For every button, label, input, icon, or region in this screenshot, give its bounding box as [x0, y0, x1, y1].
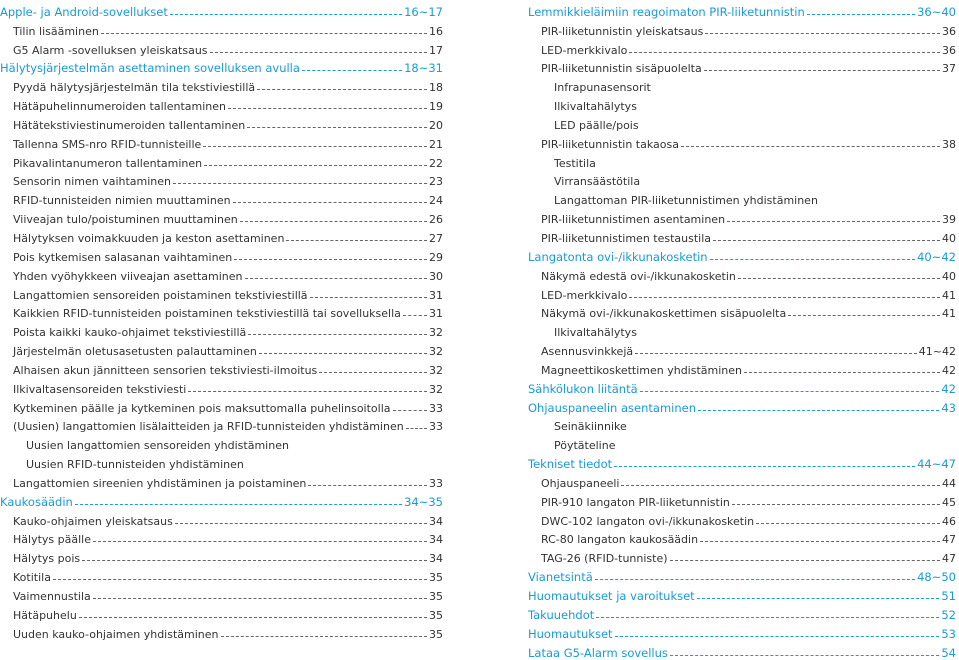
toc-entry[interactable]: [0, 94, 443, 113]
toc-page-number: 45: [942, 495, 956, 509]
toc-leader-dots: [732, 504, 940, 505]
toc-entry-title: Langattomien sensoreiden poistaminen tekstiviestillä: [13, 288, 308, 302]
toc-page-number: 16: [429, 24, 443, 38]
toc-entry[interactable]: [528, 490, 956, 509]
toc-leader-dots: [101, 33, 427, 34]
toc-entry[interactable]: [528, 528, 956, 547]
toc-leader-dots: [629, 52, 940, 53]
toc-entry-title: PIR-liiketunnistin yleiskatsaus: [541, 24, 704, 38]
toc-entry[interactable]: [0, 396, 443, 415]
toc-leader-dots: [629, 297, 940, 298]
toc-leader-dots: [621, 485, 940, 486]
toc-entry-title: PIR-liiketunnistin sisäpuolelta: [541, 62, 702, 76]
toc-page-number: 37: [942, 62, 956, 76]
toc-leader-dots: [319, 372, 427, 373]
toc-leader-dots: [308, 485, 427, 486]
toc-entry-title: Uusien RFID-tunnisteiden yhdistäminen: [26, 458, 244, 472]
toc-page-number: 36: [942, 43, 956, 57]
toc-entry-title: Näkymä edestä ovi-/ikkunakosketin: [541, 269, 736, 283]
toc-entry[interactable]: [0, 38, 443, 57]
toc-page-number: 16~17: [404, 4, 443, 19]
toc-leader-dots: [406, 428, 427, 429]
toc-left-column: [0, 0, 443, 641]
toc-page-number: 34: [429, 533, 443, 547]
toc-leader-dots: [681, 146, 940, 147]
toc-page-number: 41: [942, 307, 956, 321]
toc-entry-title: PIR-liiketunnistimen asentaminen: [541, 213, 726, 227]
toc-entry[interactable]: [0, 283, 443, 302]
toc-entry[interactable]: [528, 207, 956, 226]
toc-entry-title: Sensorin nimen vaihtaminen: [13, 175, 172, 189]
toc-entry[interactable]: [528, 57, 956, 76]
toc-section-heading[interactable]: [528, 245, 956, 264]
toc-page-number: 52: [941, 607, 956, 622]
toc-leader-dots: [204, 165, 427, 166]
toc-page-number: 20: [429, 118, 443, 132]
toc-leader-dots: [615, 636, 940, 637]
toc-entry-title: Asennusvinkkejä: [541, 345, 634, 359]
toc-page-number: 22: [429, 156, 443, 170]
toc-entry-title: PIR-910 langaton PIR-liiketunnistin: [541, 495, 730, 509]
toc-leader-dots: [705, 33, 940, 34]
toc-section-heading[interactable]: [0, 57, 443, 76]
toc-leader-dots: [240, 221, 427, 222]
toc-entry-title: Langattomien sireenien yhdistäminen ja poistaminen: [13, 476, 307, 490]
toc-page-number: 35: [429, 590, 443, 603]
toc-page-number: 44: [942, 476, 956, 490]
toc-leader-dots: [302, 70, 402, 71]
toc-page-number: 35: [429, 627, 443, 641]
toc-page-number: 33: [429, 476, 443, 490]
toc-entry[interactable]: [528, 151, 956, 170]
toc-entry[interactable]: [528, 302, 956, 321]
toc-leader-dots: [75, 504, 402, 505]
toc-entry-title: Magneettikoskettimen yhdistäminen: [541, 363, 743, 377]
toc-page-number: 42: [942, 363, 956, 377]
toc-page-number: 51: [941, 589, 956, 603]
toc-page-number: 36: [942, 24, 956, 38]
toc-entry[interactable]: [0, 528, 443, 547]
toc-entry[interactable]: [528, 546, 956, 565]
toc-leader-dots: [228, 108, 427, 109]
toc-section-heading[interactable]: [528, 377, 956, 396]
toc-entry[interactable]: [0, 546, 443, 565]
toc-entry-title: Pöytäteline: [554, 439, 616, 453]
toc-page-number: 32: [429, 326, 443, 340]
toc-entry[interactable]: [0, 339, 443, 358]
toc-leader-dots: [173, 183, 427, 184]
toc-entry-title: Hätäpuhelinnumeroiden tallentaminen: [13, 100, 226, 114]
toc-entry[interactable]: [0, 471, 443, 490]
toc-entry-title: G5 Alarm -sovelluksen yleiskatsaus: [13, 43, 208, 57]
toc-entry[interactable]: [0, 245, 443, 264]
toc-leader-dots: [788, 315, 940, 316]
toc-entry[interactable]: [528, 19, 956, 38]
toc-page-number: 21: [429, 137, 443, 151]
toc-entry-title: Näkymä ovi-/ikkunakoskettimen sisäpuolelta: [541, 307, 787, 321]
toc-leader-dots: [170, 14, 402, 15]
toc-entry-title: Huomautukset ja varoitukset: [528, 589, 695, 603]
toc-page-number: 48~50: [917, 570, 956, 585]
toc-entry-title: (Uusien) langattomien lisälaitteiden ja RFID-tunnisteiden yhdistäminen: [13, 420, 404, 434]
toc-leader-dots: [257, 89, 427, 90]
toc-entry-title: Apple- ja Android-sovellukset: [0, 4, 168, 19]
toc-entry-title: Tekniset tiedot: [528, 457, 613, 472]
toc-entry[interactable]: [0, 151, 443, 170]
toc-leader-dots: [738, 278, 940, 279]
toc-entry[interactable]: [0, 433, 443, 452]
toc-leader-dots: [248, 334, 427, 335]
toc-entry-title: Testitila: [554, 156, 596, 170]
toc-entry-title: Vaimennustila: [13, 590, 91, 603]
toc-page-number: 38: [942, 137, 956, 151]
toc-page-number: 44~47: [917, 457, 956, 472]
toc-entry[interactable]: [528, 264, 956, 283]
toc-page-number: 18: [429, 81, 443, 95]
toc-entry[interactable]: [0, 509, 443, 528]
toc-entry-title: Kotitila: [13, 571, 51, 585]
toc-entry-title: PIR-liiketunnistin takaosa: [541, 137, 679, 151]
toc-entry[interactable]: [528, 132, 956, 151]
toc-entry[interactable]: [528, 415, 956, 434]
toc-leader-dots: [744, 372, 940, 373]
toc-entry[interactable]: [0, 113, 443, 132]
toc-section-heading[interactable]: [528, 0, 956, 19]
toc-leader-dots: [635, 353, 917, 354]
toc-page-number: 43: [941, 400, 956, 415]
toc-entry-title: Vianetsintä: [528, 570, 593, 585]
toc-leader-dots: [310, 297, 427, 298]
toc-entry[interactable]: [528, 283, 956, 302]
toc-entry[interactable]: [0, 320, 443, 339]
toc-leader-dots: [175, 523, 427, 524]
toc-entry[interactable]: [528, 339, 956, 358]
toc-entry-title: RC-80 langaton kaukosäädin: [541, 533, 699, 547]
toc-page-number: 41~42: [918, 345, 956, 359]
toc-entry-title: Poista kaikki kauko-ohjaimet tekstiviestillä: [13, 326, 247, 340]
toc-entry-title: Hälytysjärjestelmän asettaminen sovelluksen avulla: [0, 61, 300, 76]
toc-page-number: 53: [941, 626, 956, 641]
toc-leader-dots: [203, 146, 427, 147]
toc-leader-dots: [596, 617, 939, 618]
toc-leader-dots: [640, 391, 940, 392]
toc-page-number: 36~40: [917, 4, 956, 19]
toc-entry[interactable]: [528, 75, 956, 94]
toc-entry-title: PIR-liiketunnistimen testaustila: [541, 231, 712, 245]
toc-leader-dots: [93, 541, 427, 542]
toc-section-heading[interactable]: [528, 396, 956, 415]
toc-entry-title: Huomautukset: [528, 626, 613, 641]
toc-entry-title: Infrapunasensorit: [554, 81, 651, 95]
toc-entry-title: Kytkeminen päälle ja kytkeminen pois maksuttomalla puhelinsoitolla: [13, 401, 391, 415]
toc-section-heading[interactable]: [0, 490, 443, 509]
toc-page-number: 33: [429, 420, 443, 434]
toc-leader-dots: [614, 466, 915, 467]
toc-entry[interactable]: [528, 170, 956, 189]
toc-entry-title: Tallenna SMS-nro RFID-tunnisteille: [13, 137, 202, 151]
toc-entry[interactable]: [528, 94, 956, 113]
toc-page-number: 31: [429, 307, 443, 321]
toc-leader-dots: [53, 579, 427, 580]
toc-entry-title: Uusien langattomien sensoreiden yhdistäminen: [26, 439, 289, 453]
toc-entry-title: LED-merkkivalo: [541, 288, 628, 302]
toc-entry[interactable]: [0, 565, 443, 584]
toc-entry-title: DWC-102 langaton ovi-/ikkunakosketin: [541, 514, 755, 528]
toc-entry-title: Hätäpuhelu: [13, 608, 77, 622]
toc-entry[interactable]: [528, 471, 956, 490]
toc-page-number: 24: [429, 194, 443, 208]
toc-leader-dots: [698, 410, 939, 411]
toc-entry[interactable]: [0, 132, 443, 151]
toc-entry-title: RFID-tunnisteiden nimien muuttaminen: [13, 194, 231, 208]
toc-page-number: 32: [429, 363, 443, 377]
toc-page-number: 27: [429, 231, 443, 245]
toc-leader-dots: [79, 617, 427, 618]
toc-entry-title: Ohjauspaneeli: [541, 476, 620, 490]
toc-entry-title: TAG-26 (RFID-tunniste): [541, 552, 668, 566]
toc-leader-dots: [713, 240, 940, 241]
toc-leader-dots: [595, 579, 915, 580]
toc-entry[interactable]: [0, 75, 443, 94]
toc-page-number: 30: [429, 269, 443, 283]
toc-leader-dots: [245, 278, 428, 279]
toc-page-number: 47: [942, 533, 956, 547]
toc-leader-dots: [233, 202, 427, 203]
toc-entry[interactable]: [0, 264, 443, 283]
toc-leader-dots: [756, 523, 940, 524]
toc-leader-dots: [188, 391, 427, 392]
toc-entry[interactable]: [0, 603, 443, 622]
toc-entry[interactable]: [528, 433, 956, 452]
toc-page-number: 23: [429, 175, 443, 189]
toc-entry-title: Ilkivaltasensoreiden tekstiviesti: [13, 382, 187, 396]
toc-leader-dots: [210, 52, 427, 53]
toc-entry-title: Ilkivaltahälytys: [554, 100, 637, 114]
toc-entry-title: Järjestelmän oletusasetusten palauttaminen: [13, 345, 257, 359]
toc-entry-title: Sähkölukon liitäntä: [528, 381, 638, 396]
toc-leader-dots: [393, 410, 428, 411]
toc-page-number: 32: [429, 345, 443, 359]
toc-entry[interactable]: [0, 622, 443, 641]
toc-entry-title: Lataa G5-Alarm sovellus: [528, 645, 668, 660]
toc-section-heading[interactable]: [0, 0, 443, 19]
toc-entry[interactable]: [0, 452, 443, 471]
toc-leader-dots: [286, 240, 427, 241]
toc-page-number: 17: [429, 43, 443, 57]
toc-entry-title: Hälytys päälle: [13, 533, 91, 547]
toc-entry[interactable]: [528, 320, 956, 339]
toc-page-number: 47: [942, 552, 956, 566]
toc-entry-title: Alhaisen akun jännitteen sensorien tekstiviesti-ilmoitus: [13, 363, 318, 377]
toc-section-heading[interactable]: [528, 584, 956, 603]
toc-page-number: 34~35: [404, 494, 443, 509]
toc-entry-title: Pois kytkemisen salasanan vaihtaminen: [13, 250, 233, 264]
toc-page-number: 40: [942, 231, 956, 245]
toc-entry[interactable]: [0, 377, 443, 396]
toc-entry-title: Ohjauspaneelin asentaminen: [528, 400, 696, 415]
toc-entry[interactable]: [0, 19, 443, 38]
toc-entry[interactable]: [0, 358, 443, 377]
toc-page-number: 35: [429, 608, 443, 622]
toc-entry[interactable]: [528, 188, 956, 207]
toc-page-number: 42: [941, 381, 956, 396]
toc-leader-dots: [259, 353, 427, 354]
toc-leader-dots: [704, 70, 940, 71]
toc-entry[interactable]: [528, 358, 956, 377]
toc-page-number: 40: [942, 269, 956, 283]
toc-entry[interactable]: [0, 226, 443, 245]
toc-page-number: 41: [942, 288, 956, 302]
toc-leader-dots: [807, 14, 915, 15]
toc-entry-title: Yhden vyöhykkeen viiveajan asettaminen: [13, 269, 243, 283]
toc-right-column: [528, 0, 956, 660]
toc-leader-dots: [710, 259, 916, 260]
toc-entry-title: Hälytyksen voimakkuuden ja keston asettaminen: [13, 231, 285, 245]
toc-section-heading[interactable]: [528, 452, 956, 471]
toc-entry-title: Pyydä hälytysjärjestelmän tila tekstiviestillä: [13, 81, 256, 95]
toc-page-number: 33: [429, 401, 443, 415]
toc-entry-title: Pikavalintanumeron tallentaminen: [13, 156, 203, 170]
toc-entry-title: Langatonta ovi-/ikkunakosketin: [528, 249, 708, 264]
toc-leader-dots: [93, 598, 427, 599]
toc-leader-dots: [403, 315, 427, 316]
toc-entry[interactable]: [0, 170, 443, 189]
toc-leader-dots: [697, 598, 940, 599]
toc-page-number: 31: [429, 288, 443, 302]
toc-entry-title: Uuden kauko-ohjaimen yhdistäminen: [13, 627, 219, 641]
toc-entry-title: Tilin lisääminen: [13, 24, 99, 38]
toc-leader-dots: [234, 259, 427, 260]
toc-entry-title: Ilkivaltahälytys: [554, 326, 637, 340]
toc-entry-title: Viiveajan tulo/poistuminen muuttaminen: [13, 213, 238, 227]
toc-page-number: 26: [429, 213, 443, 227]
toc-entry-title: Kaukosäädin: [0, 494, 73, 509]
toc-page-number: 39: [942, 213, 956, 227]
toc-page-number: 40~42: [917, 249, 956, 264]
toc-entry[interactable]: [0, 302, 443, 321]
toc-entry[interactable]: [528, 113, 956, 132]
toc-entry[interactable]: [0, 415, 443, 434]
toc-page-number: 46: [942, 514, 956, 528]
toc-section-heading[interactable]: [528, 603, 956, 622]
toc-entry[interactable]: [0, 188, 443, 207]
toc-entry-title: Takuuehdot: [528, 607, 595, 622]
toc-page-number: 32: [429, 382, 443, 396]
toc-entry-title: Seinäkiinnike: [554, 420, 627, 434]
toc-section-heading[interactable]: [528, 565, 956, 584]
toc-leader-dots: [670, 560, 940, 561]
toc-page-number: 34: [429, 514, 443, 528]
toc-entry-title: Hätätekstiviestinumeroiden tallentaminen: [13, 118, 246, 132]
toc-entry[interactable]: [528, 226, 956, 245]
toc-entry-title: LED-merkkivalo: [541, 43, 628, 57]
toc-entry-title: Langattoman PIR-liiketunnistimen yhdistäminen: [554, 194, 818, 208]
toc-entry-title: Kaikkien RFID-tunnisteiden poistaminen tekstiviestillä tai sovelluksella: [13, 307, 401, 321]
toc-leader-dots: [82, 560, 427, 561]
toc-page-number: 54: [941, 645, 956, 660]
toc-leader-dots: [247, 127, 427, 128]
toc-page-number: 18~31: [404, 61, 443, 76]
toc-entry-title: Hälytys pois: [13, 552, 81, 566]
toc-leader-dots: [727, 221, 940, 222]
toc-entry[interactable]: [528, 38, 956, 57]
toc-page-number: 29: [429, 250, 443, 264]
toc-entry-title: Virransäästötila: [554, 175, 641, 189]
toc-leader-dots: [670, 655, 939, 656]
toc-entry[interactable]: [0, 207, 443, 226]
toc-page-number: 19: [429, 100, 443, 114]
toc-entry[interactable]: [528, 509, 956, 528]
toc-page-number: 35: [429, 571, 443, 585]
toc-leader-dots: [221, 636, 427, 637]
toc-entry[interactable]: [0, 584, 443, 603]
toc-section-heading[interactable]: [528, 641, 956, 660]
toc-entry-title: LED päälle/pois: [554, 118, 639, 132]
toc-page-number: 34: [429, 552, 443, 566]
toc-section-heading[interactable]: [528, 622, 956, 641]
toc-entry-title: Kauko-ohjaimen yleiskatsaus: [13, 514, 173, 528]
toc-leader-dots: [700, 541, 940, 542]
toc-entry-title: Lemmikkieläimiin reagoimaton PIR-liiketunnistin: [528, 4, 805, 19]
